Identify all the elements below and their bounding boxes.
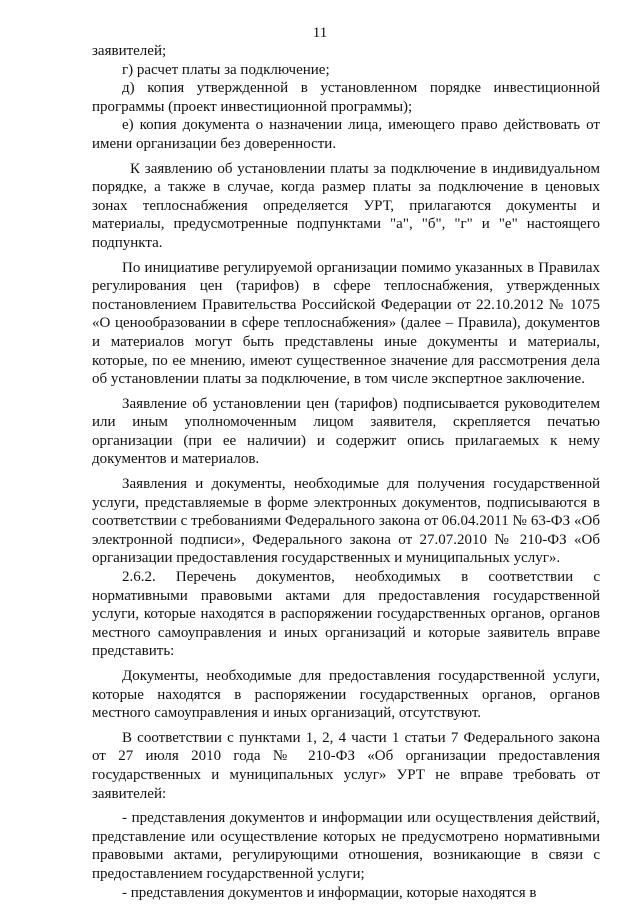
- paragraph-signature: Заявление об установлении цен (тарифов) подписывается руководителем или иным уполномоченным лицом заявителя, скрепляется печатью организации (при ее наличии) и содержит опись прилагаемых к нему документов и материалов.: [92, 395, 600, 468]
- page-number: 11: [312, 25, 328, 41]
- list-item-e: е) копия документа о назначении лица, имеющего право действовать от имени организации без доверенности.: [92, 117, 600, 152]
- paragraph-initiative: По инициативе регулируемой организации помимо указанных в Правилах регулирования цен (тарифов) в сфере теплоснабжения, утвержденных постановлением Правительства Российской Федерации от 22.10.2012 № 1075 «О ценообразовании в сфере теплоснабжения» (далее – Правила), документов и материалов могут быть представлены иные документы и материалы, которые, по ее мнению, имеют существенное значение для рассмотрения дела об установлении платы за подключение, в том числе экспертное заключение.: [92, 259, 600, 388]
- paragraph-law-210: В соответствии с пунктами 1, 2, 4 части 1 статьи 7 Федерального закона от 27 июля 2010 года № 210-ФЗ «Об организации предоставления государственных и муниципальных услуг» УРТ не вправе требовать от заявителей:: [92, 729, 600, 802]
- paragraph-documents-absent: Документы, необходимые для предоставления государственной услуги, которые находятся в распоряжении государственных органов, органов местного самоуправления и иных организаций, отсутствуют.: [92, 668, 600, 722]
- paragraph-attachments: К заявлению об установлении платы за подключение в индивидуальном порядке, а также в случае, когда размер платы за подключение в ценовых зонах теплоснабжения определяется УРТ, прилагаются документы и материалы, предусмотренные подпунктами "а", "б", "г" и "е" настоящего подпункта.: [92, 160, 600, 251]
- paragraph-continuation: заявителей;: [92, 43, 167, 59]
- bullet-item-2: - представления документов и информации, которые находятся в: [122, 884, 537, 901]
- section-2-6-2: 2.6.2. Перечень документов, необходимых в соответствии с нормативными правовыми актами для предоставления государственной услуги, которые находятся в распоряжении государственных органов, органов местного самоуправления и иных организаций и которые заявитель вправе представить:: [92, 569, 600, 660]
- bullet-item-1: - представления документов и информации или осуществления действий, представление или осуществление которых не предусмотрено нормативными правовыми актами, регулирующими отношения, возникающие в связи с предоставлением государственной услуги;: [92, 810, 600, 882]
- list-item-g: г) расчет платы за подключение;: [122, 61, 330, 78]
- list-item-d: д) копия утвержденной в установленном порядке инвестиционной программы (проект инвестиционной программы);: [92, 80, 600, 115]
- paragraph-electronic: Заявления и документы, необходимые для получения государственной услуги, представляемые в форме электронных документов, подписываются в соответствии с требованиями Федерального закона от 06.04.2011 № 63-ФЗ «Об электронной подписи», Федерального закона от 27.07.2010 № 210-ФЗ «Об организации предоставления государственных и муниципальных услуг».: [92, 476, 600, 567]
- body-text: [92, 42, 600, 902]
